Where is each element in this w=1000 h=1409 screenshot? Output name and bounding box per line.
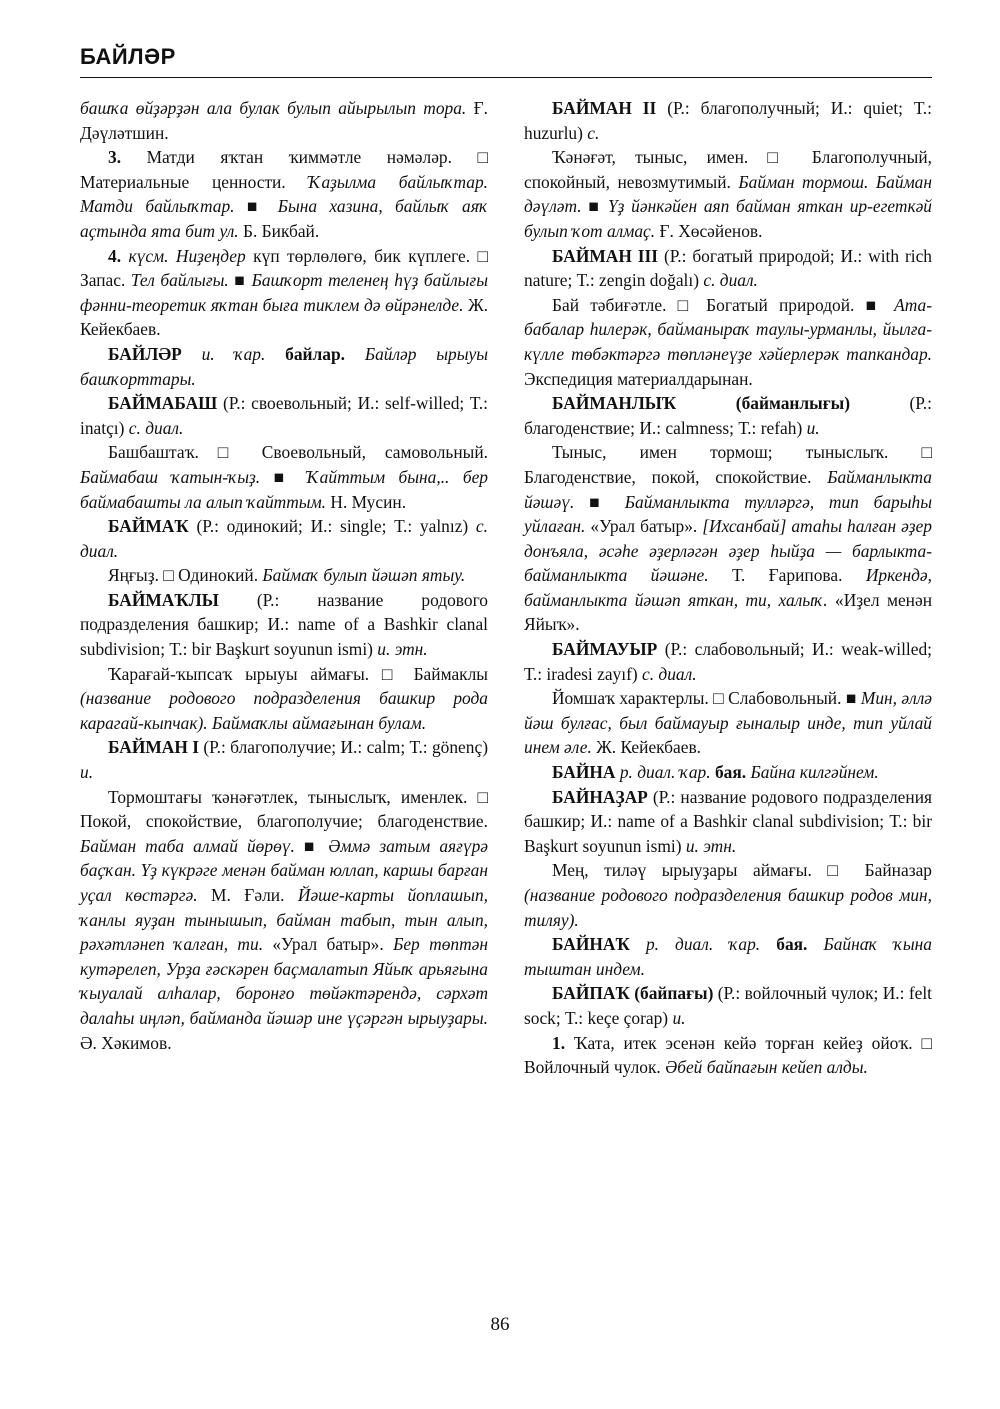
dictionary-paragraph: 1. Ҡата, итек эсенән кейә торған кейеҙ ойоҡ. □ Войлочный чулок. Әбей байпағын кейеп алды. [524, 1032, 932, 1078]
dictionary-headword-entry: БАЙМАН I (Р.: благополучие; И.: calm; Т.: gönenç) и. [80, 737, 488, 783]
dictionary-headword-entry: БАЙМАҠЛЫ (Р.: название родового подразделения башкир; И.: name of a Bashkir clanal subdivision; Т.: bir Başkurt soyunun ismi) и. этн. [80, 589, 488, 660]
page-number: 86 [490, 1314, 510, 1335]
dictionary-paragraph: Мең, тиләү ырыуҙары аймағы. □ Байназар (название родового подразделения башкир родов мин, тиляу). [524, 860, 932, 930]
dictionary-paragraph: Яңғыҙ. □ Одинокий. Баймаҡ булып йәшәп ятыу. [108, 565, 466, 586]
dictionary-headword-entry: БАЙНАҘАР (Р.: название родового подразделения башкир; И.: name of a Bashkir clanal subdivision; Т.: bir Başkurt soyunun ismi) и. этн. [524, 786, 932, 856]
dictionary-headword-entry: БАЙМАН II (Р.: благополучный; И.: quiet; Т.: huzurlu) с. [524, 98, 932, 143]
dictionary-headword-entry: БАЙМАНЛЫҠ (байманлығы) (Р.: благоденствие; И.: calmness; Т.: refah) и. [524, 393, 932, 438]
dictionary-paragraph: Ҡәнәғәт, тыныс, имен. □ Благополучный, спокойный, невозмутимый. Байман тормош. Байман дәүләт. ■ Үҙ йәнкәйен аяп байман яткан ир-егеткәй булып ҡот алмаҫ. Ғ. Хөсәйенов. [524, 147, 932, 241]
dictionary-paragraph: 3. Матди яҡтан ҡиммәтле нәмәләр. □ Материальные ценности. Ҡаҙылма байлыҡтар. Матди байлыҡтар. ■ Бына хазина, байлыҡ аяҡ аҫтында ята бит ул. Б. Бикбай. [80, 147, 489, 241]
dictionary-headword-entry: БАЙМАУЫР (Р.: слабовольный; И.: weak-willed; Т.: iradesi zayıf) с. диал. [524, 639, 932, 684]
header-rule [80, 77, 932, 78]
dictionary-paragraph: Тыныс, имен тормош; тыныслыҡ. □ Благоденствие, покой, спокойствие. Байманлыкта йәшәү. ■ Байманлыкта тулләргә, тип барыһы уйлаған. «Урал батыр». [Ихсанбай] атаһы һалған әҙер донъяла, әсәһе әҙерләгән әҙер һыйҙа — барлыкта-байманлыкта йәшәне. Т. Ғарипова. Иркендә, байманлыкта йәшәп яткан, ти, халыҡ. «Иҙел менән Яйыҡ». [524, 442, 932, 635]
dictionary-paragraph: Тормоштағы ҡәнәғәтлек, тыныслыҡ, именлек. □ Покой, спокойствие, благополучие; благоденствие. Байман таба алмай йөрөү. ■ Әммә затым аяғүрә баҫҡан. Үҙ күкрәге менән байман юллап, каршы барған уҫал көстәргә. М. Ғәли. Йәше-карты йоплашып, ҡанлы яуҙан тынышып, байман табып, тын алып, рәхәтләнеп ҡалған, ти. «Урал батыр». Бер төптән кутәрелеп, Урҙа ғәскәрен баҫмалатып Яйыҡ арьяғына ҡыуалай алһалар, боронғо төйәктәрендә, сәрхәт далаһы иңләп, байманда йәшәр ине үҫәргән ырыуҙары. Ә. Хәкимов. [80, 786, 488, 1053]
dictionary-headword-entry: БАЙПАҠ (байпағы) (Р.: войлочный чулок; И.: felt sock; Т.: keçe çorap) и. [524, 983, 932, 1028]
dictionary-paragraph: Йомшаҡ характерлы. □ Слабовольный. ■ Мин, әллә йәш булғас, был баймауыр ғыналыр инде, тип уйлай инем әле. Ж. Кейекбаев. [524, 688, 933, 758]
dictionary-headword-entry: БАЙЛӘР и. ҡар. байлар. Байләр ырыуы башҡорттары. [80, 343, 488, 389]
dictionary-headword-entry: БАЙМАҠ (Р.: одинокий; И.: single; Т.: yalnız) с. диал. [80, 516, 488, 561]
dictionary-headword-entry: БАЙМАН III (Р.: богатый природой; И.: with rich nature; Т.: zengin doğalı) с. диал. [524, 245, 932, 291]
dictionary-paragraph: башҡа өйҙәрҙән ала булак булып айырылып тора. Ғ. Дәүләтшин. [80, 98, 489, 143]
right-column [524, 96, 932, 1080]
dictionary-paragraph: 4. күсм. Ниҙеңдер күп төрлөлөгө, бик күплеге. □ Запас. Тел байлығы. ■ Башҡорт теленең һүҙ байлығы фәнни-теоретик яҡтан бығa тиклем дә өйрәнелде. Ж. Кейекбаев. [80, 245, 489, 340]
dictionary-headword-entry: БАЙНА р. диал. ҡар. бая. Байна килгәйнем. [552, 762, 879, 783]
dictionary-paragraph: Башбаштаҡ. □ Своевольный, самовольный. Баймабаш ҡатын-ҡыҙ. ■ Ҡайттым бына,.. бер баймабашты ла алып ҡайттым. Н. Мусин. [80, 442, 488, 512]
dictionary-paragraph: Ҡарағай-ҡыпсаҡ ырыуы аймағы. □ Баймаклы (название родового подразделения башкир рода карагай-кыпчак). Баймаҡлы аймағынан булам. [80, 663, 488, 733]
dictionary-headword-entry: БАЙНАҠ р. диал. ҡар. бая. Байнаҡ ҡына тыштан индем. [524, 934, 932, 979]
left-column [80, 96, 488, 1055]
dictionary-headword-entry: БАЙМАБАШ (Р.: своевольный; И.: self-willed; Т.: inatçı) с. диал. [80, 393, 488, 438]
running-head: БАЙЛӘР [80, 44, 176, 69]
dictionary-paragraph: Бай тәбиғәтле. □ Богатый природой. ■ Ата-бабалар һилерәк, байманыраҡ таулы-урманлы, йылға-күлле төбәктәргә төпләнеүҙе хәйерлерәк тапкандар. Экспедиция материалдарынан. [524, 294, 932, 389]
